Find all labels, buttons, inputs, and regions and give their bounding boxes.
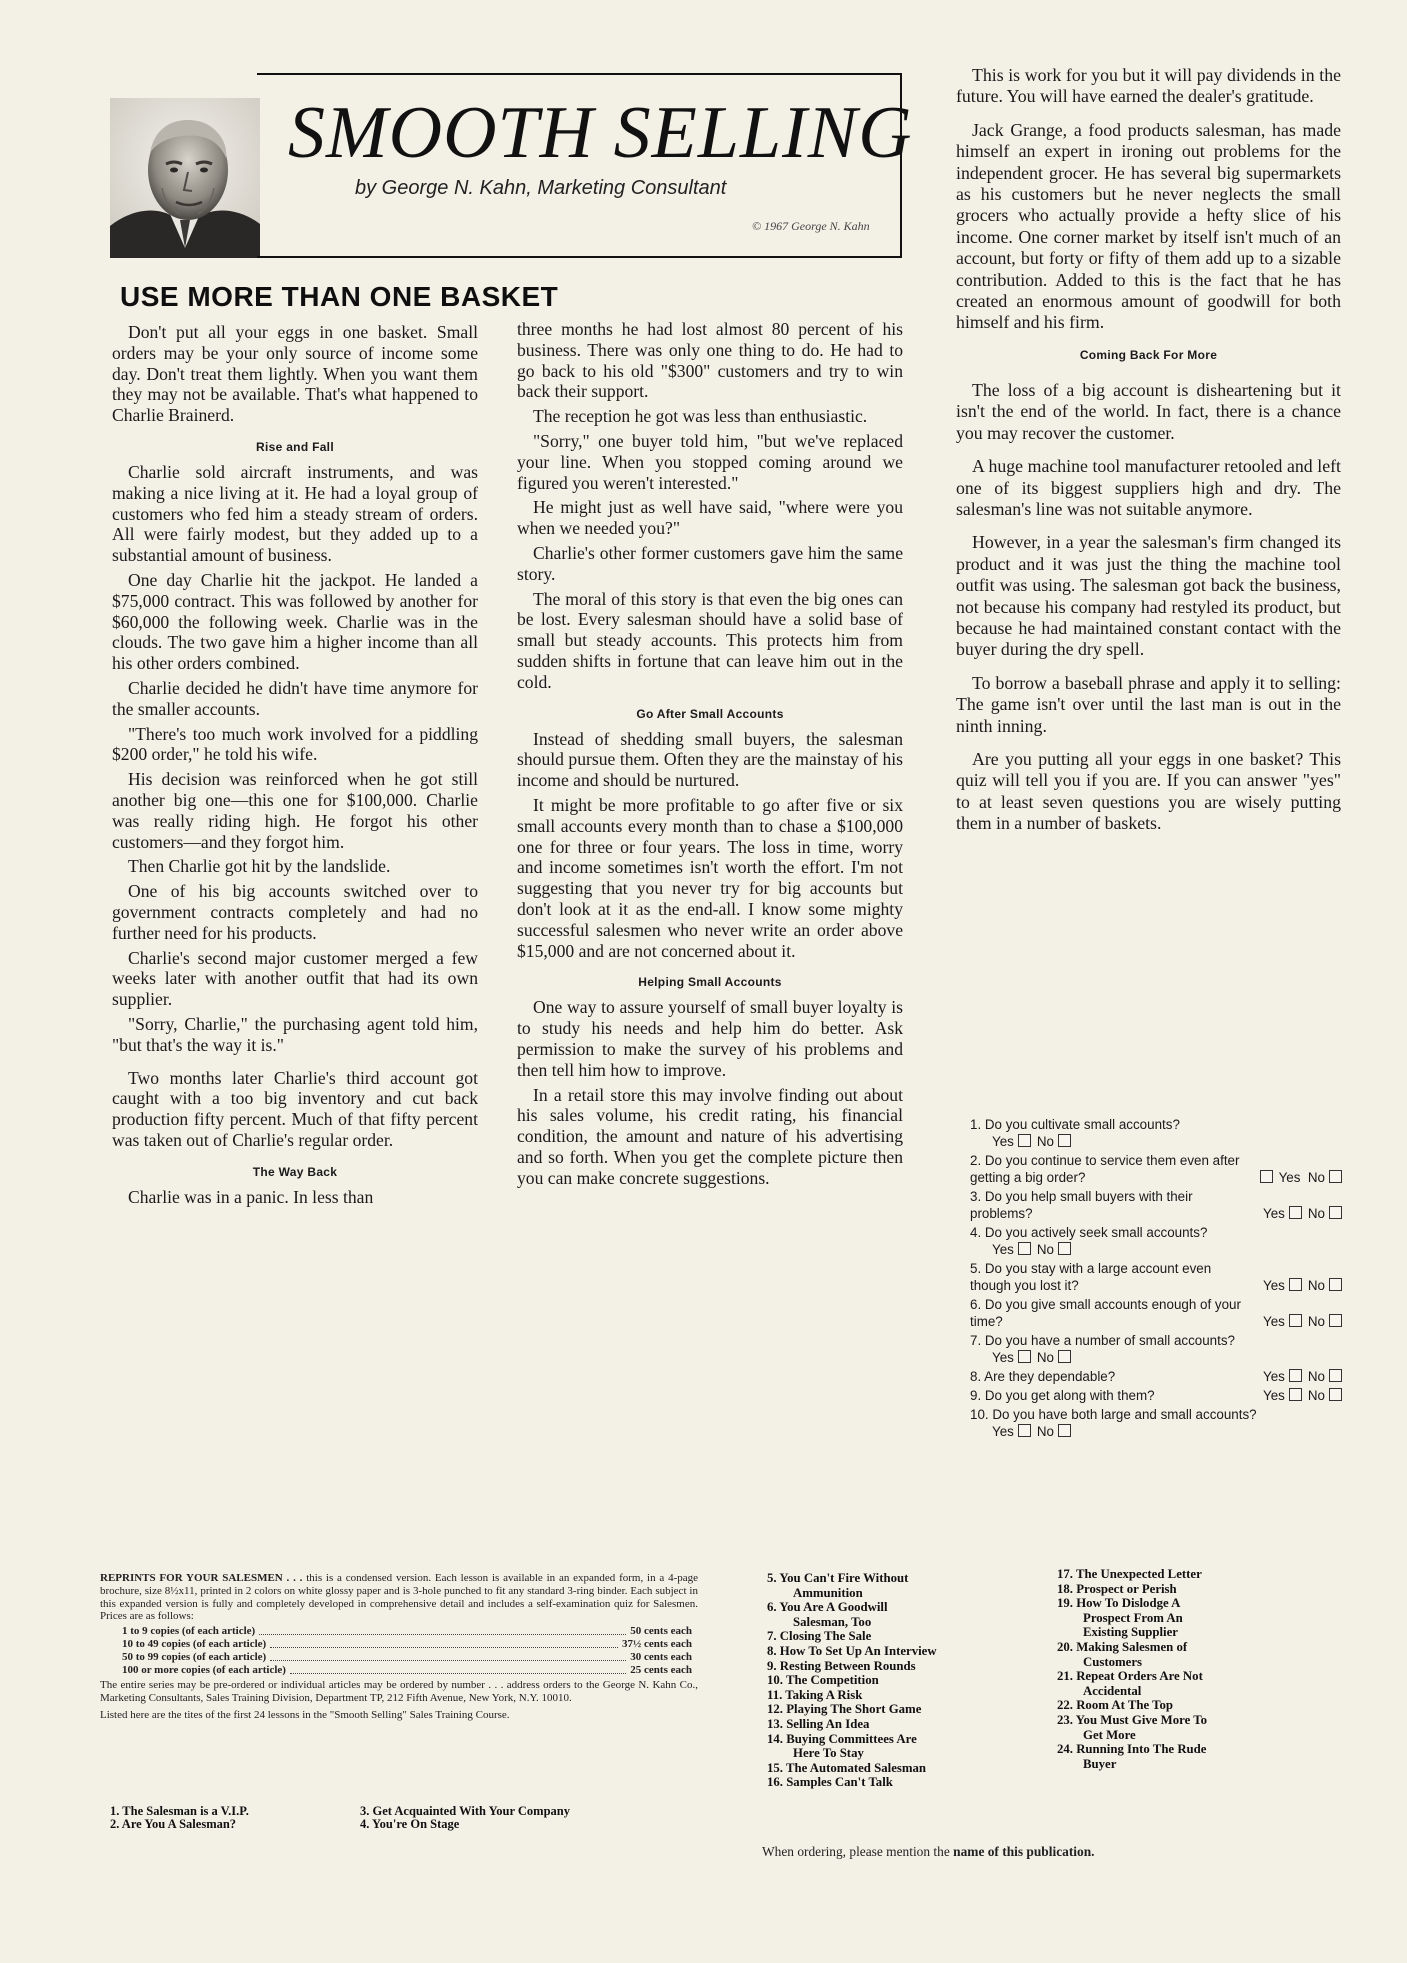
lesson-item-continued: Prospect From An xyxy=(1083,1610,1183,1625)
paragraph: A huge machine tool manufacturer retooled and left one of its biggest suppliers high and dry. The salesman's line was not suitable anymore. xyxy=(956,456,1341,519)
quiz-question xyxy=(970,1188,1352,1222)
yes-label: Yes xyxy=(1263,1388,1285,1403)
lesson-item-continued: Customers xyxy=(1083,1654,1142,1669)
article-column-3 xyxy=(956,65,1341,847)
copyright-notice: © 1967 George N. Kahn xyxy=(752,219,870,233)
no-checkbox[interactable] xyxy=(1058,1134,1071,1147)
lesson-item-continued: Here To Stay xyxy=(793,1746,864,1761)
yes-checkbox[interactable] xyxy=(1289,1369,1302,1382)
lessons-list-3 xyxy=(1057,1567,1357,1771)
lesson-item: 7. Closing The Sale xyxy=(767,1629,872,1644)
no-label: No xyxy=(1036,1424,1054,1439)
paragraph: Two months later Charlie's third account got caught with a too big inventory and cut back production fifty percent. Much of that fifty percent was taken out of Charlie's regular order. xyxy=(112,1067,478,1150)
yes-checkbox[interactable] xyxy=(1260,1170,1273,1183)
section-heading: The Way Back xyxy=(252,1164,338,1179)
section-heading: Coming Back For More xyxy=(1079,347,1218,362)
no-label: No xyxy=(1036,1134,1054,1149)
quiz-question xyxy=(970,1260,1352,1294)
lesson-item: 16. Samples Can't Talk xyxy=(767,1775,893,1790)
answer-options xyxy=(970,1423,1077,1440)
lesson-item: 22. Room At The Top xyxy=(1057,1698,1174,1713)
paragraph: Charlie was in a panic. In less than xyxy=(128,1186,374,1207)
yes-label: Yes xyxy=(1263,1206,1285,1221)
paragraph: The reception he got was less than enthusiastic. xyxy=(533,406,868,427)
lesson-item: 8. How To Set Up An Interview xyxy=(767,1643,937,1658)
price-quantity: 50 to 99 copies (of each article) xyxy=(122,1651,267,1664)
yes-label: Yes xyxy=(1278,1170,1301,1185)
yes-label: Yes xyxy=(1263,1278,1285,1293)
yes-label: Yes xyxy=(1263,1314,1285,1329)
yes-checkbox[interactable] xyxy=(1289,1388,1302,1401)
paragraph: One way to assure yourself of small buyer loyalty is to study his needs and help him do better. Ask permission to make the survey of his problems and then tell him how to improve. xyxy=(517,997,903,1080)
quiz-question xyxy=(970,1406,1352,1440)
yes-checkbox[interactable] xyxy=(1018,1242,1031,1255)
paragraph: Then Charlie got hit by the landslide. xyxy=(128,856,391,877)
quiz-question xyxy=(970,1116,1352,1150)
no-label: No xyxy=(1307,1206,1325,1221)
price-value: 50 cents each xyxy=(630,1625,692,1638)
answer-options xyxy=(1263,1368,1348,1385)
paragraph: However, in a year the salesman's firm changed its product and it was just the thing the machine tool outfit was using. The salesman got back the business, not because his company had restyled its product, but because he had maintained constant contact with the buyer during the dry spell. xyxy=(956,532,1341,660)
lesson-item-continued: Buyer xyxy=(1083,1756,1117,1771)
price-list xyxy=(100,1625,698,1677)
no-checkbox[interactable] xyxy=(1329,1206,1342,1219)
quiz-question-text: 8. Are they dependable? xyxy=(970,1369,1116,1384)
no-label: No xyxy=(1307,1170,1325,1185)
quiz-question xyxy=(970,1152,1352,1186)
yes-checkbox[interactable] xyxy=(1018,1134,1031,1147)
lesson-item: 21. Repeat Orders Are Not xyxy=(1057,1669,1203,1684)
answer-options xyxy=(1256,1169,1348,1186)
price-row xyxy=(122,1664,692,1677)
quiz-question-text: 9. Do you get along with them? xyxy=(970,1388,1155,1403)
no-checkbox[interactable] xyxy=(1329,1369,1342,1382)
answer-options xyxy=(1263,1387,1348,1404)
price-value: 25 cents each xyxy=(630,1664,692,1677)
price-quantity: 1 to 9 copies (of each article) xyxy=(122,1625,256,1638)
quiz-question-text: 6. Do you give small accounts enough of your time? xyxy=(970,1297,1241,1329)
yes-label: Yes xyxy=(992,1350,1014,1365)
no-checkbox[interactable] xyxy=(1329,1314,1342,1327)
price-row xyxy=(122,1625,692,1638)
answer-options xyxy=(970,1133,1077,1150)
section-heading: Go After Small Accounts xyxy=(636,706,784,721)
ordering-address: The entire series may be pre-ordered or individual articles may be ordered by number . . . address orders to the George N. Kahn Co., Marketing Consultants, Sales Training Division, Department TP, 212 Fifth Avenue, New York, N.Y. 10010. xyxy=(100,1679,698,1704)
yes-checkbox[interactable] xyxy=(1289,1278,1302,1291)
reprints-heading: REPRINTS FOR YOUR SALESMEN . . . xyxy=(100,1572,303,1584)
no-checkbox[interactable] xyxy=(1329,1388,1342,1401)
lesson-item: 12. Playing The Short Game xyxy=(767,1702,922,1717)
self-quiz xyxy=(970,1116,1352,1442)
lesson-item: 1. The Salesman is a V.I.P. xyxy=(110,1804,249,1818)
ordering-note-text: When ordering, please mention the xyxy=(762,1844,950,1859)
lesson-item-continued: Existing Supplier xyxy=(1083,1625,1178,1640)
lesson-item: 11. Taking A Risk xyxy=(767,1687,863,1702)
quiz-question-text: 5. Do you stay with a large account even though you lost it? xyxy=(970,1261,1212,1293)
paragraph: It might be more profitable to go after five or six small accounts every month than to chase a $100,000 one for three or four years. The loss in time, worry and income sometimes isn't worth the effort. I'm not suggesting that you never try for big accounts but don't look at it as the end-all. I know some mighty successful salesmen who never write an order above $15,000 and are not concerned about it. xyxy=(517,794,903,961)
paragraph: Instead of shedding small buyers, the salesman should pursue them. Often they are the mainstay of his income and should be nurtured. xyxy=(517,728,903,791)
no-label: No xyxy=(1307,1278,1325,1293)
lessons-list-2 xyxy=(767,1571,1047,1790)
quiz-question-text: 4. Do you actively seek small accounts? xyxy=(970,1225,1208,1240)
reprints-info xyxy=(100,1572,698,1722)
quiz-question xyxy=(970,1387,1352,1404)
author-portrait-image xyxy=(110,98,260,258)
lesson-item: 13. Selling An Idea xyxy=(767,1716,870,1731)
paragraph: His decision was reinforced when he got still another big one—this one for $100,000. Charlie was really riding high. He forgot his other customers—and they forgot him. xyxy=(112,769,478,852)
yes-label: Yes xyxy=(992,1242,1014,1257)
yes-checkbox[interactable] xyxy=(1018,1350,1031,1363)
paragraph: "There's too much work involved for a piddling $200 order," he told his wife. xyxy=(112,723,478,765)
quiz-question-text: 1. Do you cultivate small accounts? xyxy=(970,1117,1180,1132)
no-checkbox[interactable] xyxy=(1329,1278,1342,1291)
paragraph: Charlie's second major customer merged a few weeks later with another outfit that had its own supplier. xyxy=(112,947,478,1010)
yes-label: Yes xyxy=(992,1134,1014,1149)
paragraph: Don't put all your eggs in one basket. Small orders may be your only source of income some day. Don't treat them lightly. When you want them they may not be available. That's what happened to Charlie Brainerd. xyxy=(112,322,478,426)
price-value: 30 cents each xyxy=(630,1651,692,1664)
article-title: USE MORE THAN ONE BASKET xyxy=(120,281,559,312)
price-quantity: 100 or more copies (of each article) xyxy=(122,1664,286,1677)
quiz-question-text: 2. Do you continue to service them even after getting a big order? xyxy=(970,1153,1240,1185)
author-photo xyxy=(110,98,260,258)
paragraph: The loss of a big account is disheartening but it isn't the end of the world. In fact, there is a chance you may recover the customer. xyxy=(956,379,1341,443)
lesson-item: 17. The Unexpected Letter xyxy=(1057,1567,1202,1581)
quiz-question-text: 3. Do you help small buyers with their problems? xyxy=(970,1189,1193,1221)
no-label: No xyxy=(1307,1388,1325,1403)
lesson-item: 9. Resting Between Rounds xyxy=(767,1658,916,1673)
paragraph: This is work for you but it will pay dividends in the future. You will have earned the dealer's gratitude. xyxy=(956,65,1341,107)
answer-options xyxy=(970,1349,1077,1366)
paragraph: One of his big accounts switched over to government contracts completely and had no further need for his products. xyxy=(112,881,478,943)
reprints-description: this is a condensed version. Each lesson is available in an expanded form, in a 4-page brochure, size 8½x11, printed in 2 colors on white glossy paper and is 3-hole punched to fit any standard 3-ring binder. Each subject in this expanded version is fully and completely developed in comprehensive detail and includes a self-examination quiz for Salesmen. Prices are as follows: xyxy=(100,1572,699,1623)
lesson-item: 5. You Can't Fire Without xyxy=(767,1571,909,1585)
no-checkbox[interactable] xyxy=(1058,1424,1071,1437)
lessons-intro: Listed here are the tites of the first 24 lessons in the "Smooth Selling" Sales Training Course. xyxy=(100,1708,510,1721)
paragraph: Are you putting all your eggs in one basket? This quiz will tell you if you are. If you can answer "yes" to at least seven questions you are wisely putting them in a number of baskets. xyxy=(956,748,1341,834)
lesson-item: 3. Get Acquainted With Your Company xyxy=(360,1804,570,1818)
no-checkbox[interactable] xyxy=(1058,1350,1071,1363)
answer-options xyxy=(1263,1313,1348,1330)
ordering-note-emphasis: name of this publication. xyxy=(953,1844,1095,1859)
lesson-item: 18. Prospect or Perish xyxy=(1057,1581,1177,1596)
reprints-intro xyxy=(100,1572,698,1623)
no-label: No xyxy=(1307,1369,1325,1384)
price-row xyxy=(122,1651,692,1664)
yes-checkbox[interactable] xyxy=(1289,1314,1302,1327)
ordering-note xyxy=(762,1844,1095,1860)
yes-checkbox[interactable] xyxy=(1018,1424,1031,1437)
lesson-item: 15. The Automated Salesman xyxy=(767,1760,927,1775)
section-heading: Rise and Fall xyxy=(256,439,334,454)
price-quantity: 10 to 49 copies (of each article) xyxy=(122,1638,267,1651)
price-row xyxy=(122,1638,692,1651)
answer-options xyxy=(970,1241,1077,1258)
lesson-item: 20. Making Salesmen of xyxy=(1057,1639,1188,1654)
lesson-item-continued: Ammunition xyxy=(793,1585,863,1600)
quiz-question xyxy=(970,1296,1352,1330)
section-heading: Helping Small Accounts xyxy=(638,975,782,990)
paragraph: To borrow a baseball phrase and apply it to selling: The game isn't over until the last man is out in the ninth inning. xyxy=(956,672,1341,736)
answer-options xyxy=(1263,1205,1348,1222)
paragraph: One day Charlie hit the jackpot. He landed a $75,000 contract. This was followed by another for $60,000 the following week. Charlie was in the clouds. The two gave him a higher income than all his other orders combined. xyxy=(112,569,478,674)
paragraph: three months he had lost almost 80 percent of his business. There was only one thing to do. He had to go back to his old "$300" customers and try to win back their support. xyxy=(517,319,903,402)
no-label: No xyxy=(1307,1314,1325,1329)
no-label: No xyxy=(1036,1242,1054,1257)
paragraph: The moral of this story is that even the big ones can be lost. Every salesman should have a solid base of small but steady accounts. This protects him from sudden shifts in fortune that can leave him out in the cold. xyxy=(517,588,903,692)
lesson-item: 14. Buying Committees Are xyxy=(767,1731,917,1746)
yes-checkbox[interactable] xyxy=(1289,1206,1302,1219)
lesson-item-continued: Accidental xyxy=(1083,1683,1142,1698)
article-column-1 xyxy=(112,322,478,1211)
lesson-item: 2. Are You A Salesman? xyxy=(110,1817,237,1831)
lesson-item: 4. You're On Stage xyxy=(360,1817,460,1831)
paragraph: Charlie sold aircraft instruments, and was making a nice living at it. He had a loyal group of customers who fed him a steady stream of orders. All were fairly modest, but they added up to a substantial amount of business. xyxy=(112,461,478,566)
lesson-item: 10. The Competition xyxy=(767,1673,879,1688)
paragraph: "Sorry, Charlie," the purchasing agent told him, "but that's the way it is." xyxy=(112,1013,478,1055)
byline: by George N. Kahn, Marketing Consultant xyxy=(355,177,727,199)
paragraph: He might just as well have said, "where were you when we needed you?" xyxy=(517,497,903,539)
paragraph: "Sorry," one buyer told him, "but we've replaced your line. When you stopped coming around we figured you weren't interested." xyxy=(517,430,903,493)
no-checkbox[interactable] xyxy=(1329,1170,1342,1183)
lesson-item-continued: Salesman, Too xyxy=(793,1614,872,1629)
yes-label: Yes xyxy=(1263,1369,1285,1384)
quiz-question xyxy=(970,1332,1352,1366)
lesson-item-continued: Get More xyxy=(1083,1727,1136,1742)
paragraph: Jack Grange, a food products salesman, has made himself an expert in ironing out problems for the independent grocer. He has several big supermarkets as his customers but he never neglects the small grocers who actually provide a hefty slice of his income. One corner market by itself isn't much of an account, but forty or fifty of them add up to a sizable contribution. Added to this is the fact that he has created an enormous amount of goodwill for both himself and his firm. xyxy=(956,119,1341,333)
series-title: SMOOTH SELLING xyxy=(288,92,913,174)
lesson-item: 19. How To Dislodge A xyxy=(1057,1596,1181,1611)
lesson-item: 23. You Must Give More To xyxy=(1057,1712,1208,1727)
paragraph: In a retail store this may involve finding out about his sales volume, his credit rating, his financial condition, the amount and nature of his advertising and so forth. When you get the complete picture then you can make concrete suggestions. xyxy=(517,1084,903,1188)
no-checkbox[interactable] xyxy=(1058,1242,1071,1255)
quiz-question xyxy=(970,1368,1352,1385)
quiz-question xyxy=(970,1224,1352,1258)
lesson-item: 6. You Are A Goodwill xyxy=(767,1600,888,1615)
paragraph: Charlie's other former customers gave him the same story. xyxy=(517,542,903,584)
quiz-question-text: 7. Do you have a number of small accounts? xyxy=(970,1333,1235,1348)
paragraph: Charlie decided he didn't have time anymore for the smaller accounts. xyxy=(112,677,478,719)
article-column-2 xyxy=(517,319,903,1192)
price-value: 37½ cents each xyxy=(622,1638,692,1651)
yes-label: Yes xyxy=(992,1424,1014,1439)
quiz-question-text: 10. Do you have both large and small accounts? xyxy=(970,1407,1257,1422)
no-label: No xyxy=(1036,1350,1054,1365)
lesson-item: 24. Running Into The Rude xyxy=(1057,1742,1207,1757)
answer-options xyxy=(1263,1277,1348,1294)
